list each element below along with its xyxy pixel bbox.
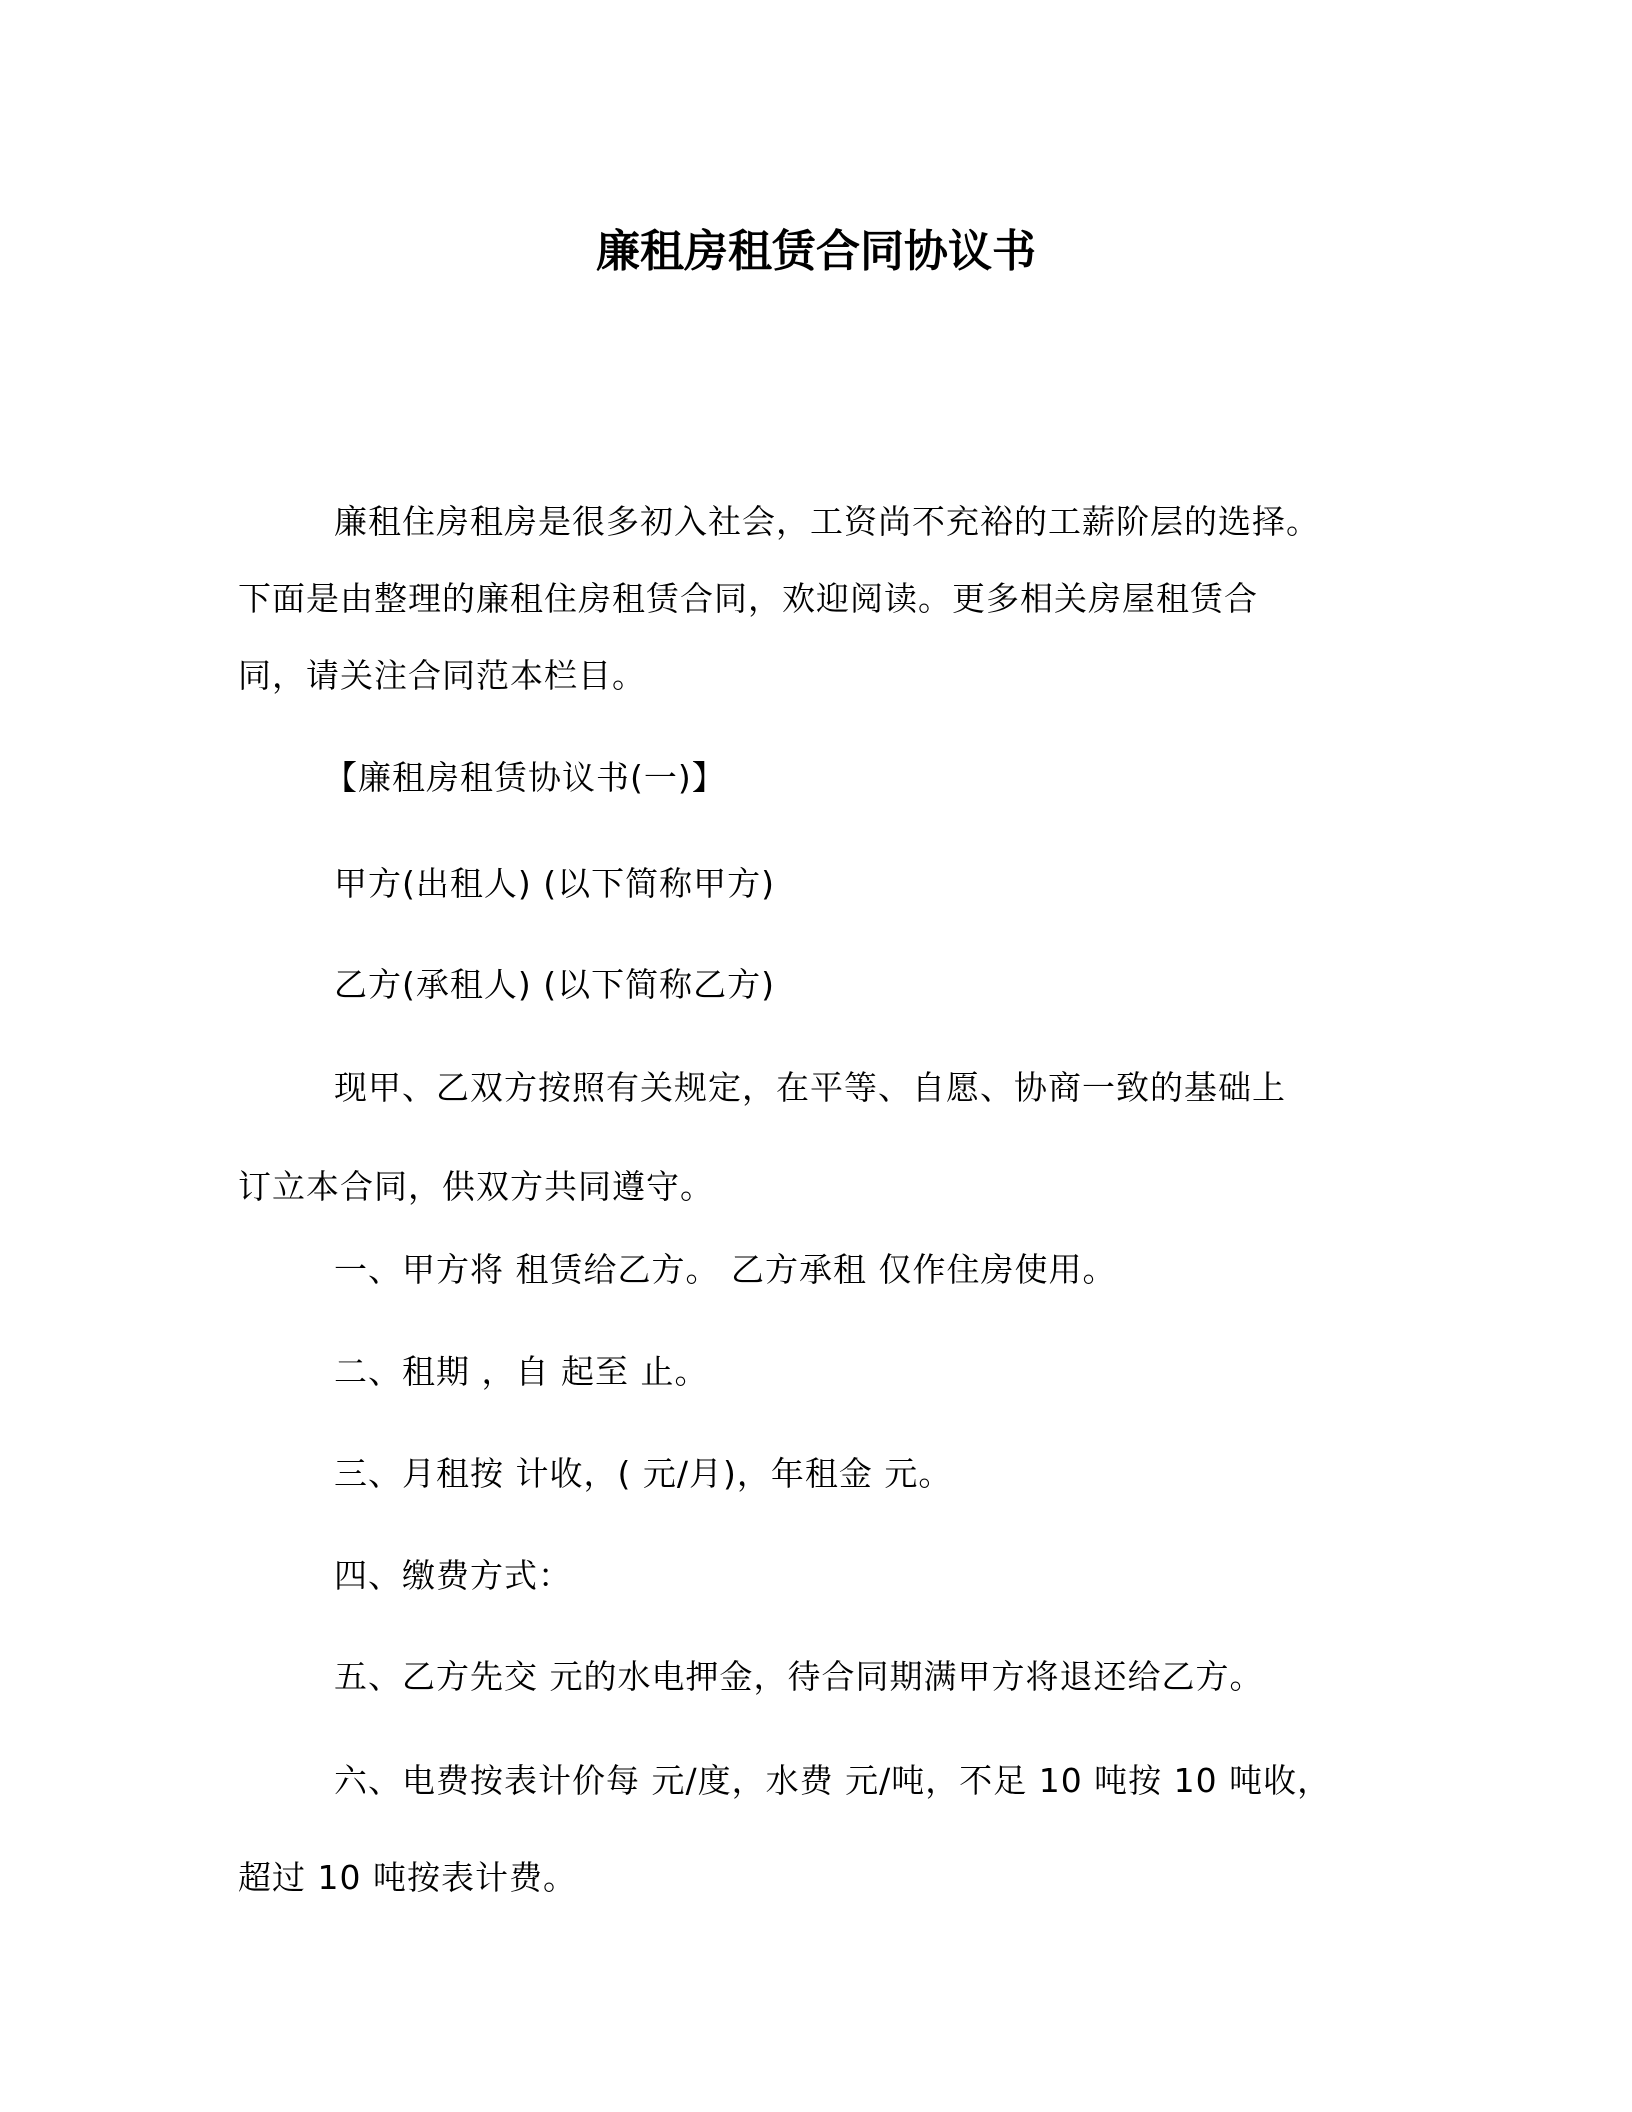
clause-3-text: 三、月租按 计收，( 元/月)，年租金 元。 [334, 1454, 953, 1493]
intro-line-1: 廉租住房租房是很多初入社会，工资尚不充裕的工薪阶层的选择。 [334, 502, 1320, 541]
clause-2-text: 二、租期 ，自 起至 止。 [334, 1352, 709, 1391]
clause-5 [238, 1651, 1398, 1702]
intro-line-2: 下面是由整理的廉租住房租赁合同，欢迎阅读。更多相关房屋租赁合 [238, 579, 1258, 618]
clause-1 [238, 1244, 1398, 1295]
clause-6-line-1: 六、电费按表计价每 元/度，水费 元/吨，不足 10 吨按 10 吨收， [334, 1761, 1332, 1800]
clause-6-line-2: 超过 10 吨按表计费。 [238, 1858, 577, 1897]
clause-2 [238, 1346, 1398, 1397]
party-a-paragraph [238, 858, 1398, 909]
document-title: 廉租房租赁合同协议书 [596, 226, 1036, 277]
party-b-paragraph [238, 959, 1398, 1010]
preamble-paragraph [238, 1062, 1398, 1260]
party-b-text: 乙方(承租人) (以下简称乙方) [334, 965, 775, 1004]
preamble-line-2: 订立本合同，供双方共同遵守。 [238, 1167, 714, 1206]
clause-5-text: 五、乙方先交 元的水电押金，待合同期满甲方将退还给乙方。 [334, 1657, 1264, 1696]
clause-4-text: 四、缴费方式： [334, 1556, 572, 1595]
preamble-line-1: 现甲、乙双方按照有关规定，在平等、自愿、协商一致的基础上 [334, 1068, 1286, 1107]
clause-3 [238, 1448, 1398, 1499]
intro-paragraph [238, 496, 1398, 727]
clause-4 [238, 1550, 1398, 1601]
section-heading-text: 【廉租房租赁协议书(一)】 [324, 758, 726, 797]
intro-line-3: 同，请关注合同范本栏目。 [238, 656, 646, 695]
clause-6 [238, 1755, 1398, 1949]
clause-1-text: 一、甲方将 租赁给乙方。 乙方承租 仅作住房使用。 [334, 1250, 1117, 1289]
party-a-text: 甲方(出租人) (以下简称甲方) [334, 864, 775, 903]
section-heading [238, 752, 1398, 803]
